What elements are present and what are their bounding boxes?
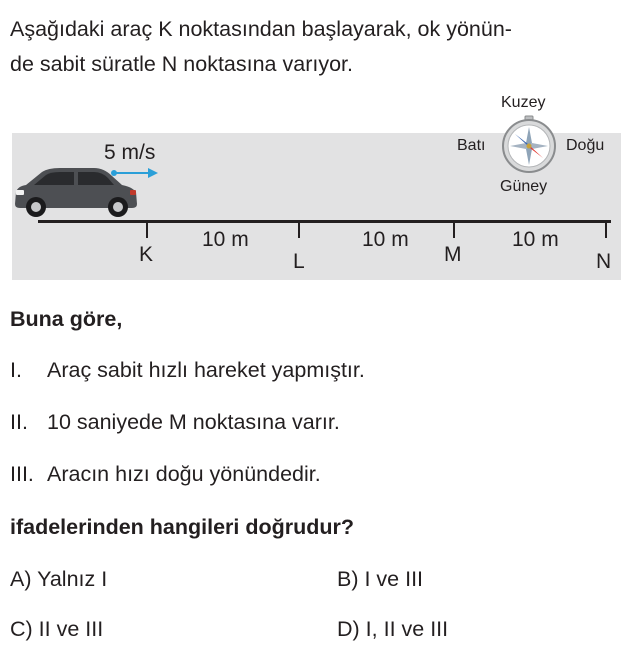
segment-label-mn: 10 m xyxy=(512,228,559,251)
option-b-letter: B) xyxy=(337,567,359,591)
compass-east-label: Doğu xyxy=(566,137,605,154)
segment-label-lm: 10 m xyxy=(362,228,409,251)
statement-2-number: II. xyxy=(10,410,28,434)
statement-1-number: I. xyxy=(10,358,22,382)
option-a[interactable] xyxy=(10,567,107,592)
option-d[interactable] xyxy=(337,617,448,642)
option-d-text: I, II ve III xyxy=(365,617,449,641)
car-icon xyxy=(12,166,140,222)
statement-3-number: III. xyxy=(10,462,34,486)
tick-m xyxy=(453,223,455,238)
statement-2-text: 10 saniyede M noktasına varır. xyxy=(47,410,340,434)
speed-label: 5 m/s xyxy=(104,141,156,164)
tick-k xyxy=(146,223,148,238)
question-lead: Buna göre, xyxy=(10,307,123,331)
option-b[interactable] xyxy=(337,567,423,592)
compass-south-label: Güney xyxy=(500,178,548,195)
option-a-letter: A) xyxy=(10,567,32,591)
question-intro-line-2: de sabit süratle N noktasına varıyor. xyxy=(10,52,353,76)
compass-north-label: Kuzey xyxy=(501,94,546,111)
option-c-text: II ve III xyxy=(38,617,104,641)
statement-2 xyxy=(10,410,340,435)
option-b-text: I ve III xyxy=(364,567,424,591)
point-label-k: K xyxy=(139,243,154,266)
tick-n xyxy=(605,223,607,238)
statement-3 xyxy=(10,462,321,487)
statement-1 xyxy=(10,358,365,383)
point-label-n: N xyxy=(596,250,612,273)
statement-1-text: Araç sabit hızlı hareket yapmıştır. xyxy=(47,358,365,382)
tick-l xyxy=(298,223,300,238)
option-a-text: Yalnız I xyxy=(37,567,108,591)
option-c-letter: C) xyxy=(10,617,33,641)
statement-3-text: Aracın hızı doğu yönündedir. xyxy=(47,462,321,486)
question-intro-line-1: Aşağıdaki araç K noktasından başlayarak, ok yönün- xyxy=(10,17,512,41)
option-c[interactable] xyxy=(10,617,103,642)
road-line xyxy=(38,220,611,223)
point-label-m: M xyxy=(444,243,462,266)
compass-icon xyxy=(498,115,560,177)
segment-label-kl: 10 m xyxy=(202,228,249,251)
question-prompt: ifadelerinden hangileri doğrudur? xyxy=(10,515,355,539)
option-d-letter: D) xyxy=(337,617,360,641)
compass-west-label: Batı xyxy=(457,137,486,154)
point-label-l: L xyxy=(293,250,305,273)
